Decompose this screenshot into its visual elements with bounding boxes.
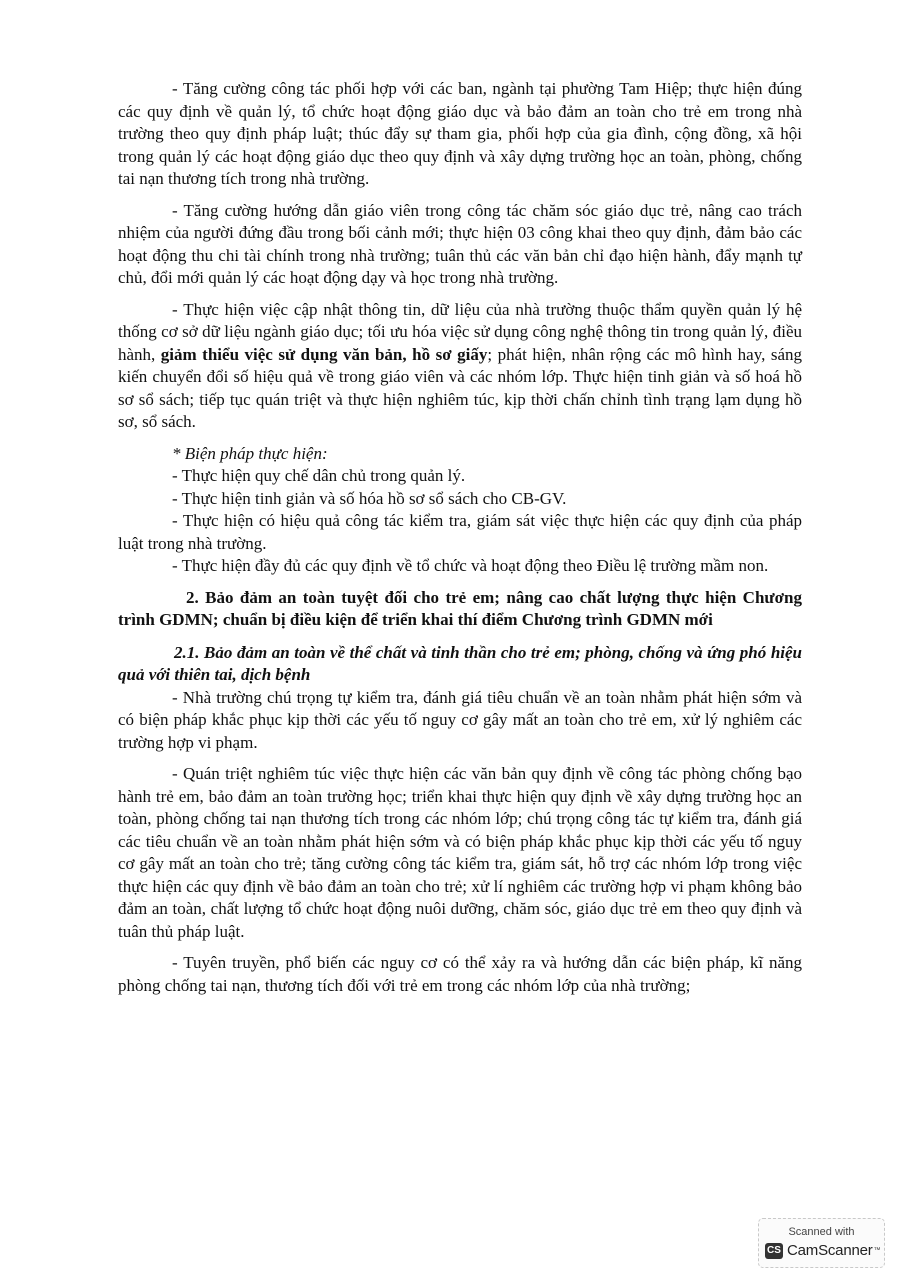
measure-item-charter: - Thực hiện đầy đủ các quy định về tổ chức và hoạt động theo Điều lệ trường mầm non. [172,556,769,575]
paragraph-data-update-part2: ; phát hiện, nhân rộng các mô hình hay, sáng kiến chuyển đổi số hiệu quả về trong giáo viên và các nhóm lớp. Thực hiện tinh giản và số hoá hồ sơ sổ sách; tiếp tục quán triệt và thực hiện nghiêm túc, kịp thời chấn chỉnh tình trạng lạm dụng hồ sơ, sổ sách. [118,344,802,431]
watermark-trademark: ™ [873,1247,881,1254]
watermark-brand: CamScanner [787,1242,873,1259]
document-body [118,78,802,1006]
paragraph-propaganda: - Tuyên truyền, phổ biến các nguy cơ có thể xảy ra và hướng dẫn các biện pháp, kĩ năng phòng chống tai nạn, thương tích đối với trẻ em trong các nhóm lớp của nhà trường; [118,953,802,995]
measure-item-democracy: - Thực hiện quy chế dân chủ trong quản lý. [172,466,466,485]
measures-heading: * Biện pháp thực hiện: [172,443,328,463]
paragraph-data-update-bold: giảm thiểu việc sử dụng văn bản, hồ sơ giấy [160,344,488,364]
section-2-heading: 2. Bảo đảm an toàn tuyệt đối cho trẻ em; nâng cao chất lượng thực hiện Chương trình GDMN; chuẩn bị điều kiện để triển khai thí điểm Chương trình GDMN mới [118,587,802,629]
paragraph-coordination: - Tăng cường công tác phối hợp với các ban, ngành tại phường Tam Hiệp; thực hiện đúng các quy định về quản lý, tổ chức hoạt động giáo dục và bảo đảm an toàn cho trẻ em trong nhà trường theo quy định pháp luật; thúc đẩy sự tham gia, phối hợp của gia đình, cộng đồng, xã hội trong quản lý các hoạt động giáo dục theo quy định và xây dựng trường học an toàn, phòng, chống tai nạn thương tích trong nhà trường. [118,79,802,188]
paragraph-anti-abuse: - Quán triệt nghiêm túc việc thực hiện các văn bản quy định về công tác phòng chống bạo hành trẻ em, bảo đảm an toàn trường học; triển khai thực hiện quy định về xây dựng trường học an toàn, phòng chống tai nạn thương tích trong các nhóm lớp; chú trọng công tác tự kiểm tra, đánh giá các tiêu chuẩn về an toàn nhằm phát hiện sớm và có biện pháp khắc phục kịp thời các yếu tố nguy cơ gây mất an toàn cho trẻ; tăng cường công tác kiểm tra, giám sát, hỗ trợ các nhóm lớp trong việc thực hiện các quy định về bảo đảm an toàn cho trẻ; xử lí nghiêm các trường hợp vi phạm không bảo đảm an toàn, chất lượng tổ chức hoạt động nuôi dưỡng, chăm sóc, giáo dục trẻ em theo quy định và tuân thủ pháp luật. [118,764,802,941]
paragraph-data-update-part1: - Thực hiện việc cập nhật thông tin, dữ liệu của nhà trường thuộc thẩm quyền quản lý hệ thống cơ sở dữ liệu ngành giáo dục; tối ưu hóa việc sử dụng công nghệ thông tin trong quản lý, điều hành, [118,299,802,364]
measure-item-inspection: - Thực hiện có hiệu quả công tác kiểm tra, giám sát việc thực hiện các quy định của pháp luật trong nhà trường. [118,511,802,553]
paragraph-data-update [118,299,802,434]
camscanner-logo-icon: CS [765,1243,783,1259]
paragraph-self-inspection: - Nhà trường chú trọng tự kiểm tra, đánh giá tiêu chuẩn về an toàn nhằm phát hiện sớm và có biện pháp khắc phục kịp thời các yếu tố nguy cơ gây mất an toàn cho trẻ em, xử lý nghiêm các trường hợp vi phạm. [118,687,802,752]
paragraph-teacher-guidance: - Tăng cường hướng dẫn giáo viên trong công tác chăm sóc giáo dục trẻ, nâng cao trách nhiệm của người đứng đầu trong bối cảnh mới; thực hiện 03 công khai theo quy định, đảm bảo các hoạt động thu chi tài chính trong nhà trường; tuân thủ các văn bản chỉ đạo hiện hành, đẩy mạnh tự chủ, đổi mới quản lý các hoạt động dạy và học trong nhà trường. [118,200,802,287]
section-2-1-heading: 2.1. Bảo đảm an toàn về thể chất và tinh thần cho trẻ em; phòng, chống và ứng phó hiệu quả với thiên tai, dịch bệnh [118,642,802,684]
camscanner-watermark [758,1218,885,1268]
watermark-scanned-with: Scanned with [788,1226,855,1238]
watermark-brand-row [765,1242,881,1259]
measure-item-digitize: - Thực hiện tinh giản và số hóa hồ sơ sổ sách cho CB-GV. [172,488,567,508]
